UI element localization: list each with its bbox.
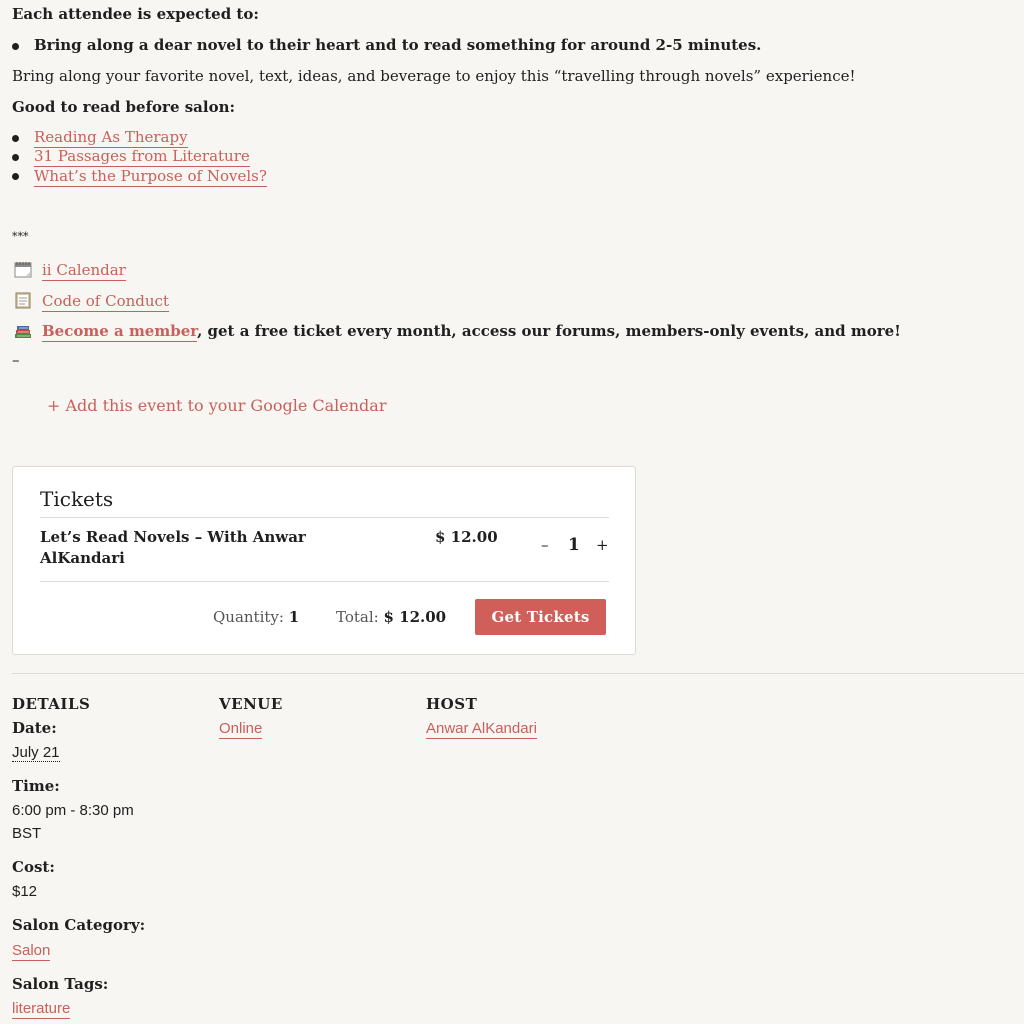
- cost-value: $12: [12, 883, 38, 900]
- time-value: 6:00 pm - 8:30 pm: [12, 802, 134, 819]
- bullet: [12, 173, 19, 180]
- divider: [40, 581, 609, 582]
- expected-item: Bring along a dear novel to their heart and to read something for around 2-5 minutes.: [34, 36, 762, 54]
- bullet: [12, 154, 19, 161]
- good-to-read-heading: Good to read before salon:: [12, 98, 236, 116]
- separator: ***: [12, 230, 29, 243]
- salon-tags-label: Salon Tags:: [12, 975, 109, 993]
- become-member-link[interactable]: Become a member: [42, 322, 198, 340]
- books-icon: [14, 322, 32, 340]
- time-label: Time:: [12, 777, 60, 795]
- date-label: Date:: [12, 719, 57, 737]
- quantity-plus-button[interactable]: +: [596, 536, 609, 554]
- bullet: [12, 135, 19, 142]
- divider: [40, 517, 609, 518]
- venue-heading: VENUE: [219, 695, 283, 713]
- salon-category-link[interactable]: Salon: [12, 942, 51, 959]
- ticket-name: Let’s Read Novels – With Anwar AlKandari: [40, 528, 306, 567]
- time-zone: BST: [12, 825, 42, 842]
- quantity-summary: [213, 608, 299, 626]
- host-heading: HOST: [426, 695, 478, 713]
- divider: [12, 673, 1024, 674]
- reading-link-purpose[interactable]: What’s the Purpose of Novels?: [34, 167, 267, 185]
- reading-link-therapy[interactable]: Reading As Therapy: [34, 128, 188, 146]
- details-heading: DETAILS: [12, 695, 91, 713]
- bring-along-text: Bring along your favorite novel, text, ideas, and beverage to enjoy this “travelling through novels” experience!: [12, 67, 856, 85]
- quantity-minus-button[interactable]: –: [541, 536, 549, 554]
- clipboard-icon: [14, 291, 32, 309]
- salon-tag-link[interactable]: literature: [12, 1000, 71, 1017]
- date-value: July 21: [12, 744, 60, 761]
- bullet: [12, 43, 19, 50]
- quantity-value[interactable]: 1: [568, 535, 580, 555]
- host-link[interactable]: Anwar AlKandari: [426, 720, 537, 737]
- salon-category-label: Salon Category:: [12, 916, 146, 934]
- google-calendar-link[interactable]: + Add this event to your Google Calendar: [47, 396, 387, 415]
- expected-heading: Each attendee is expected to:: [12, 5, 259, 23]
- reading-link-passages[interactable]: 31 Passages from Literature: [34, 147, 250, 165]
- quantity-total-count: 1: [288, 608, 300, 626]
- member-text: , get a free ticket every month, access our forums, members-only events, and more!: [197, 322, 901, 340]
- total-summary: [336, 608, 446, 626]
- total-label: Total:: [336, 608, 379, 626]
- calendar-icon: [14, 260, 32, 278]
- venue-link[interactable]: Online: [219, 720, 263, 737]
- quantity-label: Quantity:: [213, 608, 284, 626]
- code-of-conduct-link[interactable]: Code of Conduct: [42, 292, 169, 310]
- total-value: $ 12.00: [383, 608, 447, 626]
- ticket-price: $ 12.00: [435, 528, 498, 546]
- dash: –: [12, 351, 20, 369]
- tickets-heading: Tickets: [40, 487, 114, 511]
- get-tickets-button[interactable]: Get Tickets: [475, 599, 606, 635]
- calendar-link[interactable]: ii Calendar: [42, 261, 126, 279]
- cost-label: Cost:: [12, 858, 55, 876]
- member-line: [42, 322, 901, 340]
